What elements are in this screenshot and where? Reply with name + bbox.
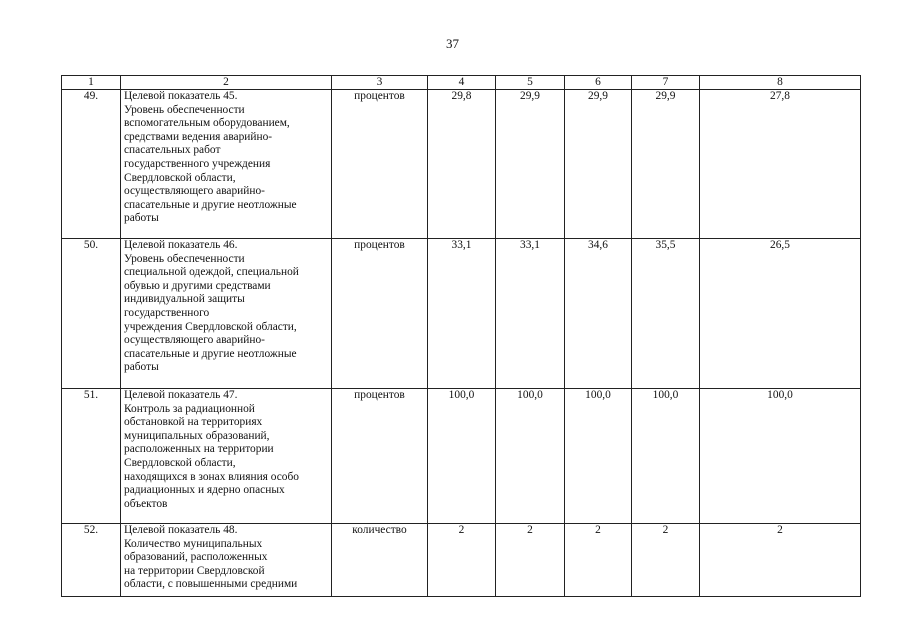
- indicator-name-line: Количество муниципальных: [124, 537, 263, 550]
- row-number: 52.: [62, 524, 121, 597]
- value-cell: 29,8: [428, 90, 496, 239]
- indicator-name-line: Свердловской области,: [124, 456, 236, 469]
- table-row: [62, 524, 861, 597]
- indicator-name-line: осуществляющего аварийно-: [124, 334, 265, 347]
- table-row: [62, 239, 861, 389]
- value-cell: 33,1: [428, 239, 496, 389]
- indicator-name-line: учреждения Свердловской области,: [124, 320, 297, 333]
- indicator-name-line: муниципальных образований,: [124, 429, 270, 442]
- indicator-name: [121, 239, 332, 389]
- row-number: 49.: [62, 90, 121, 239]
- table-row: [62, 90, 861, 239]
- header-row: [62, 76, 861, 90]
- indicator-name-line: государственного: [124, 306, 210, 319]
- header-cell: 3: [332, 76, 428, 90]
- row-number: 50.: [62, 239, 121, 389]
- header-cell: 7: [632, 76, 700, 90]
- indicator-name-line: специальной одеждой, специальной: [124, 266, 299, 279]
- indicator-name-line: расположенных на территории: [124, 443, 274, 456]
- indicator-name-line: обувью и другими средствами: [124, 279, 271, 292]
- indicator-name-line: на территории Свердловской: [124, 564, 265, 577]
- header-cell: 5: [496, 76, 565, 90]
- value-cell: 100,0: [496, 389, 565, 524]
- indicators-table: [61, 75, 861, 597]
- table-row: [62, 389, 861, 524]
- header-cell: 1: [62, 76, 121, 90]
- indicator-name-line: Целевой показатель 46.: [124, 239, 238, 251]
- indicator-name-line: Уровень обеспеченности: [124, 103, 245, 116]
- indicator-name-line: осуществляющего аварийно-: [124, 185, 265, 198]
- indicator-name: [121, 90, 332, 239]
- value-cell: 100,0: [565, 389, 632, 524]
- header-cell: 2: [121, 76, 332, 90]
- value-cell: 2: [428, 524, 496, 597]
- indicator-name-line: работы: [124, 361, 159, 374]
- indicator-name-line: индивидуальной защиты: [124, 293, 245, 306]
- value-cell: 29,9: [496, 90, 565, 239]
- indicator-name-line: объектов: [124, 497, 168, 510]
- indicator-name-line: области, с повышенными средними: [124, 578, 298, 591]
- indicator-name-line: работы: [124, 212, 159, 225]
- indicator-name-line: радиационных и ядерно опасных: [124, 484, 285, 497]
- indicator-name-line: вспомогательным оборудованием,: [124, 117, 290, 130]
- value-cell: 35,5: [632, 239, 700, 389]
- value-cell: 100,0: [428, 389, 496, 524]
- indicator-name-line: образований, расположенных: [124, 551, 268, 564]
- indicator-name-line: находящихся в зонах влияния особо: [124, 470, 299, 483]
- value-cell: 2: [496, 524, 565, 597]
- page-number: 37: [446, 36, 459, 51]
- unit-cell: процентов: [332, 239, 428, 389]
- header-cell: 6: [565, 76, 632, 90]
- indicator-name-line: спасательных работ: [124, 144, 221, 157]
- header-cell: 8: [700, 76, 861, 90]
- row-number: 51.: [62, 389, 121, 524]
- value-cell: 29,9: [632, 90, 700, 239]
- value-cell: 2: [700, 524, 861, 597]
- unit-cell: процентов: [332, 389, 428, 524]
- indicator-name-line: Уровень обеспеченности: [124, 252, 245, 265]
- indicator-name-line: Целевой показатель 45.: [124, 90, 238, 102]
- indicator-name: [121, 389, 332, 524]
- indicator-name-line: Целевой показатель 48.: [124, 524, 238, 536]
- value-cell: 100,0: [700, 389, 861, 524]
- indicator-name-line: обстановкой на территориях: [124, 416, 263, 429]
- indicator-name-line: государственного учреждения: [124, 157, 271, 170]
- value-cell: 29,9: [565, 90, 632, 239]
- indicator-name-line: спасательные и другие неотложные: [124, 347, 297, 360]
- indicator-name-line: средствами ведения аварийно-: [124, 130, 273, 143]
- indicator-name-line: спасательные и другие неотложные: [124, 198, 297, 211]
- value-cell: 100,0: [632, 389, 700, 524]
- value-cell: 26,5: [700, 239, 861, 389]
- value-cell: 2: [565, 524, 632, 597]
- unit-cell: количество: [332, 524, 428, 597]
- value-cell: 2: [632, 524, 700, 597]
- header-cell: 4: [428, 76, 496, 90]
- unit-cell: процентов: [332, 90, 428, 239]
- indicator-name-line: Свердловской области,: [124, 171, 236, 184]
- value-cell: 34,6: [565, 239, 632, 389]
- indicator-name-line: Целевой показатель 47.: [124, 389, 238, 401]
- indicator-name: [121, 524, 332, 597]
- indicator-name-line: Контроль за радиационной: [124, 402, 255, 415]
- value-cell: 33,1: [496, 239, 565, 389]
- value-cell: 27,8: [700, 90, 861, 239]
